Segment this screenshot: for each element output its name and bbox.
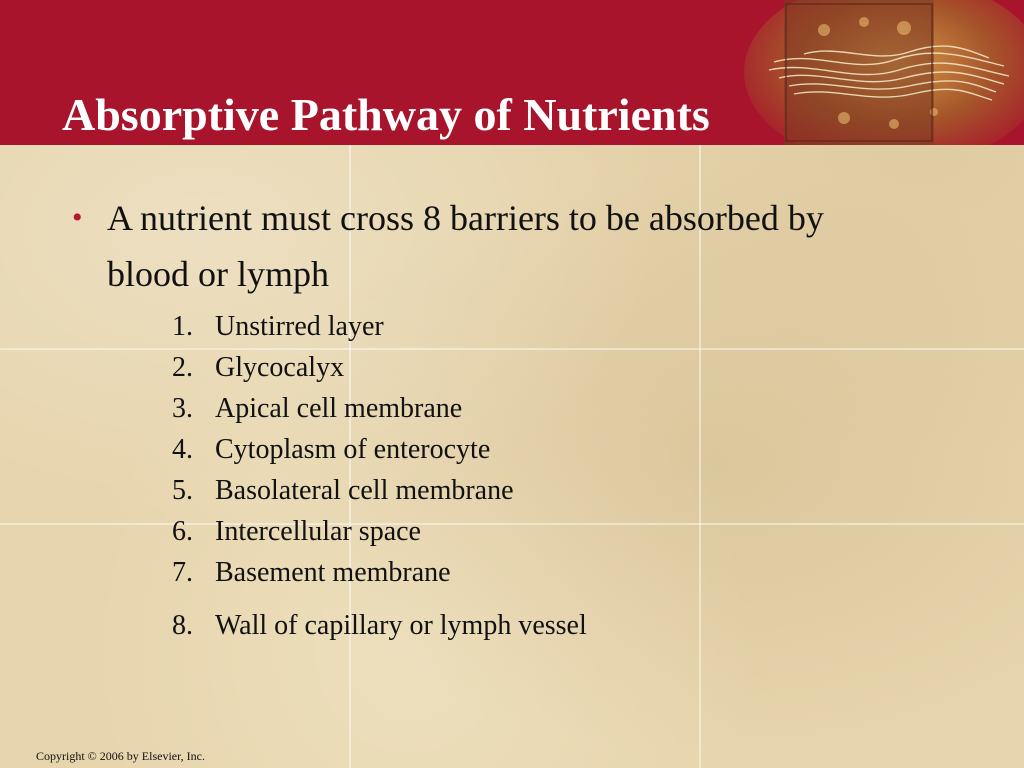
list-item: 5. Basolateral cell membrane bbox=[172, 475, 514, 506]
list-item: 3. Apical cell membrane bbox=[172, 393, 463, 424]
list-item: 4. Cytoplasm of enterocyte bbox=[172, 434, 491, 465]
header-decorative-image bbox=[734, 0, 1024, 145]
list-item: 7. Basement membrane bbox=[172, 557, 451, 588]
slide-header bbox=[0, 0, 1024, 145]
list-item: 8. Wall of capillary or lymph vessel bbox=[172, 610, 587, 641]
barrier-list bbox=[172, 306, 587, 646]
list-item: 2. Glycocalyx bbox=[172, 352, 345, 383]
list-item: 1. Unstirred layer bbox=[172, 311, 384, 342]
main-bullet bbox=[72, 190, 832, 302]
copyright-notice: Copyright © 2006 by Elsevier, Inc. bbox=[36, 749, 205, 763]
main-bullet-text: A nutrient must cross 8 barriers to be absorbed by blood or lymph bbox=[107, 198, 824, 294]
bullet-icon: • bbox=[72, 201, 83, 234]
list-item: 6. Intercellular space bbox=[172, 516, 421, 547]
slide-title: Absorptive Pathway of Nutrients bbox=[62, 89, 710, 140]
